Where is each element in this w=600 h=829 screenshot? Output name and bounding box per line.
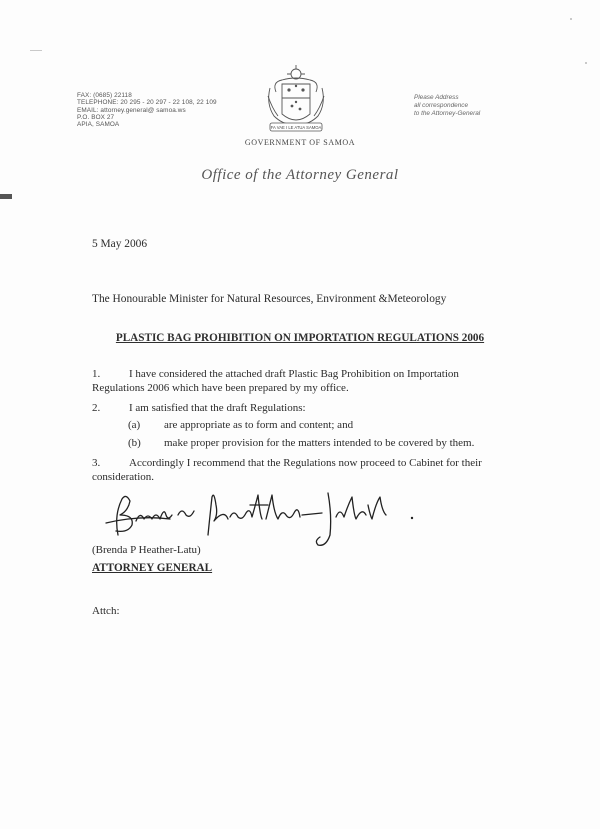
sub-item-label: (a) — [128, 419, 141, 431]
paragraph-number: 1. — [92, 368, 101, 380]
email-line: EMAIL: attorney.general@ samoa.ws — [77, 106, 186, 114]
letter-date: 5 May 2006 — [92, 238, 148, 250]
correspondence-line: Please Address — [414, 94, 459, 101]
paragraph-text: I am satisfied that the draft Regulations: — [129, 402, 306, 414]
paragraph-text: Regulations 2006 which have been prepared by my office. — [92, 382, 349, 394]
sub-item-b — [128, 437, 474, 449]
scan-speck — [30, 50, 42, 51]
office-title: Office of the Attorney General — [201, 167, 399, 183]
paragraph-2 — [92, 401, 306, 415]
telephone-line: TELEPHONE: 20 295 - 20 297 - 22 108, 22 109 — [77, 99, 217, 107]
paragraph-1 — [92, 367, 512, 395]
paragraph-text: consideration. — [92, 471, 155, 483]
paragraph-number: 2. — [92, 402, 101, 414]
po-box-line: P.O. BOX 27 — [77, 113, 115, 121]
paragraph-number: 3. — [92, 457, 101, 469]
government-title: GOVERNMENT OF SAMOA — [244, 138, 356, 147]
scan-speck — [570, 18, 572, 20]
correspondence-line: to the Attorney-General — [414, 109, 481, 117]
signatory-title: ATTORNEY GENERAL — [92, 562, 213, 574]
correspondence-note — [414, 94, 480, 117]
paragraph-text: I have considered the attached draft Plastic Bag Prohibition on Importation — [129, 368, 459, 380]
attachment-label: Attch: — [92, 605, 120, 617]
recipient: The Honourable Minister for Natural Resources, Environment &Meteorology — [92, 293, 447, 305]
letter-heading: PLASTIC BAG PROHIBITION ON IMPORTATION REGULATIONS 2006 — [115, 332, 485, 344]
contact-details — [77, 92, 217, 128]
samoa-coat-of-arms-icon — [262, 62, 330, 134]
fax-line: FAX: (0685) 22118 — [77, 92, 132, 99]
city-line: APIA, SAMOA — [77, 121, 120, 129]
scan-edge-mark — [0, 194, 12, 199]
paragraph-3 — [92, 456, 512, 484]
crest-motto: FA VAE I LE ATUA SAMOA — [270, 125, 322, 130]
scan-speck — [585, 62, 587, 64]
sub-item-label: (b) — [128, 437, 141, 449]
sub-item-text: make proper provision for the matters intended to be covered by them. — [164, 437, 475, 449]
correspondence-line: all correspondence — [414, 101, 468, 109]
sub-item-text: are appropriate as to form and content; and — [164, 419, 354, 431]
paragraph-text: Accordingly I recommend that the Regulations now proceed to Cabinet for their — [129, 457, 482, 469]
sub-item-a — [128, 419, 353, 431]
signatory-name: (Brenda P Heather-Latu) — [92, 544, 201, 556]
